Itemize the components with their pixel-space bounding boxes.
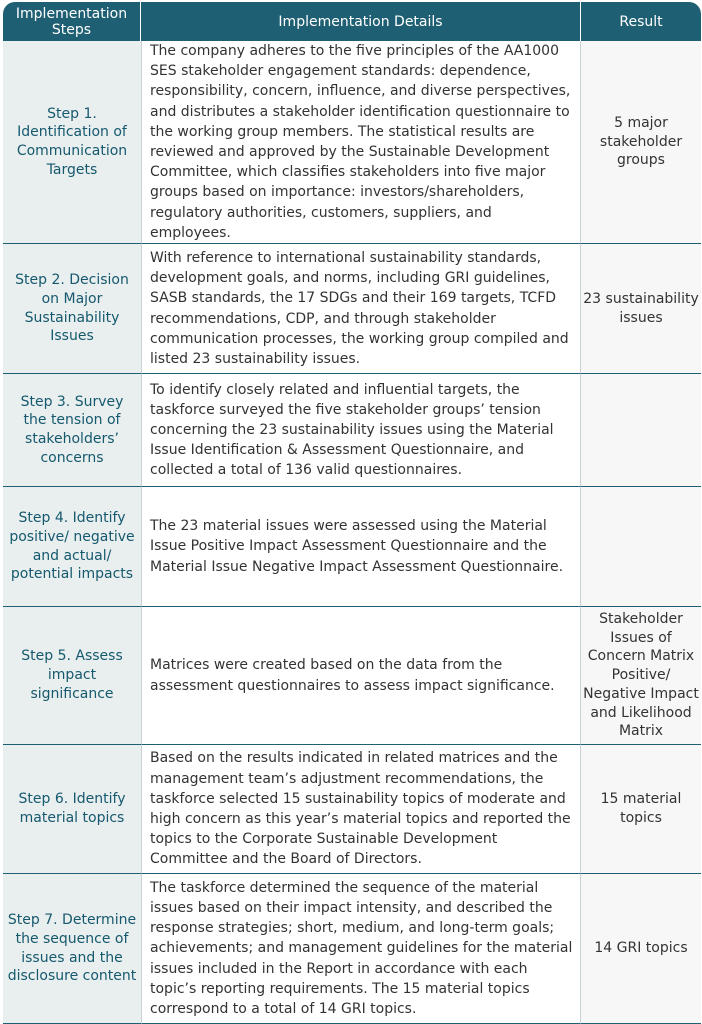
table-row [3,374,701,487]
result-cell: Stakeholder Issues of Concern Matrix Positive/ Negative Impact and Likelihood Matrix [581,607,701,745]
result-cell: 14 GRI topics [581,874,701,1024]
step-cell: Step 2. Decision on Major Sustainability Issues [3,244,141,374]
step-cell: Step 5. Assess impact significance [3,607,141,745]
step-cell: Step 3. Survey the tension of stakeholders’ concerns [3,374,141,487]
header-implementation-details: Implementation Details [141,2,581,41]
details-cell: The company adheres to the five principles of the AA1000 SES stakeholder engagement standards: dependence, responsibility, concern, influence, and diverse perspectives, and distributes a stakeholder identification questionnaire to the working group members. The statistical results are reviewed and approved by the Sustainable Development Committee, which classifies stakeholders into five major groups based on importance: investors/shareholders, regulatory authorities, customers, suppliers, and employees. [141,41,581,244]
details-cell: To identify closely related and influential targets, the taskforce surveyed the five stakeholder groups’ tension concerning the 23 sustainability issues using the Material Issue Identification & Assessment Questionnaire, and collected a total of 136 valid questionnaires. [141,374,581,487]
result-cell: 15 material topics [581,745,701,874]
header-row [3,2,701,41]
details-cell: Based on the results indicated in related matrices and the management team’s adjustment recommendations, the taskforce selected 15 sustainability topics of moderate and high concern as this year’s material topics and reported the topics to the Corporate Sustainable Development Committee and the Board of Directors. [141,745,581,874]
result-cell: 5 major stakeholder groups [581,41,701,244]
step-cell: Step 7. Determine the sequence of issues and the disclosure content [3,874,141,1024]
table-row [3,745,701,874]
header-implementation-steps: Implementation Steps [3,2,141,41]
header-result: Result [581,2,701,41]
table-row [3,607,701,745]
table-row [3,487,701,607]
table-row [3,874,701,1024]
implementation-steps-table [3,2,701,1024]
table-row [3,41,701,244]
details-cell: The 23 material issues were assessed using the Material Issue Positive Impact Assessment Questionnaire and the Material Issue Negative Impact Assessment Questionnaire. [141,487,581,607]
details-cell: The taskforce determined the sequence of the material issues based on their impact intensity, and described the response strategies; short, medium, and long-term goals; achievements; and management guidelines for the material issues included in the Report in accordance with each topic’s reporting requirements. The 15 material topics correspond to a total of 14 GRI topics. [141,874,581,1024]
step-cell: Step 1. Identification of Communication Targets [3,41,141,244]
result-cell [581,374,701,487]
step-cell: Step 6. Identify material topics [3,745,141,874]
details-cell: With reference to international sustainability standards, development goals, and norms, including GRI guidelines, SASB standards, the 17 SDGs and their 169 targets, TCFD recommendations, CDP, and through stakeholder communication processes, the working group compiled and listed 23 sustainability issues. [141,244,581,374]
result-cell: 23 sustainability issues [581,244,701,374]
details-cell: Matrices were created based on the data from the assessment questionnaires to assess impact significance. [141,607,581,745]
step-cell: Step 4. Identify positive/ negative and actual/ potential impacts [3,487,141,607]
table-row [3,244,701,374]
result-cell [581,487,701,607]
